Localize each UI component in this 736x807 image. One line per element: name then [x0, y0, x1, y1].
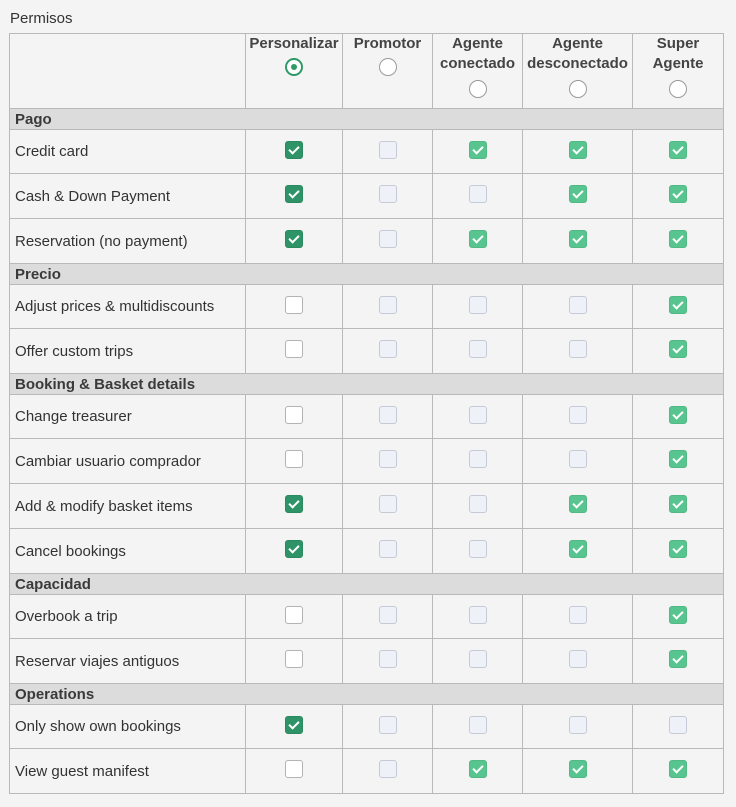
- permission-cell: [523, 595, 633, 639]
- permission-checkbox: [379, 495, 397, 513]
- permission-row: [10, 484, 724, 529]
- permission-cell: [523, 529, 633, 574]
- permission-cell: [523, 174, 633, 219]
- permission-checkbox[interactable]: [285, 296, 303, 314]
- permission-cell: [343, 219, 433, 264]
- permission-cell: [343, 439, 433, 484]
- permission-cell: [633, 705, 724, 749]
- permission-cell: [433, 595, 523, 639]
- permission-checkbox: [379, 230, 397, 248]
- role-column-header: [343, 34, 433, 109]
- permission-cell: [246, 749, 343, 794]
- permission-cell: [246, 639, 343, 684]
- permission-cell: [246, 130, 343, 174]
- role-radio-button[interactable]: [569, 80, 587, 98]
- permission-checkbox[interactable]: [285, 450, 303, 468]
- section-header-row: [10, 109, 724, 130]
- permission-checkbox[interactable]: [285, 540, 303, 558]
- permission-checkbox: [569, 606, 587, 624]
- permission-checkbox[interactable]: [285, 760, 303, 778]
- permission-cell: [246, 329, 343, 374]
- permission-cell: [343, 529, 433, 574]
- permission-cell: [433, 749, 523, 794]
- permission-checkbox: [469, 650, 487, 668]
- permission-cell: [433, 174, 523, 219]
- permission-row: [10, 705, 724, 749]
- permission-row: [10, 529, 724, 574]
- permission-row: [10, 219, 724, 264]
- role-column-header: [523, 34, 633, 109]
- permission-cell: [633, 595, 724, 639]
- permission-cell: [523, 329, 633, 374]
- permission-label: Reservar viajes antiguos: [10, 639, 246, 684]
- permission-row: [10, 595, 724, 639]
- permission-cell: [246, 285, 343, 329]
- permission-checkbox: [379, 760, 397, 778]
- page-title: Permisos: [10, 10, 73, 27]
- role-column-header: [633, 34, 724, 109]
- permission-cell: [246, 595, 343, 639]
- role-header-row: [10, 34, 724, 109]
- permission-checkbox: [469, 606, 487, 624]
- permission-cell: [433, 484, 523, 529]
- permission-cell: [633, 285, 724, 329]
- permission-checkbox: [379, 450, 397, 468]
- permission-checkbox: [669, 230, 687, 248]
- permission-cell: [633, 130, 724, 174]
- permission-checkbox[interactable]: [285, 185, 303, 203]
- permission-cell: [633, 329, 724, 374]
- permission-checkbox: [469, 540, 487, 558]
- permission-cell: [343, 639, 433, 684]
- permission-cell: [433, 439, 523, 484]
- role-column-header: [433, 34, 523, 109]
- permission-cell: [633, 439, 724, 484]
- permission-label: Cambiar usuario comprador: [10, 439, 246, 484]
- permission-row: [10, 395, 724, 439]
- permission-label: Only show own bookings: [10, 705, 246, 749]
- permission-checkbox: [469, 495, 487, 513]
- section-title: Booking & Basket details: [10, 374, 724, 395]
- role-radio-button[interactable]: [285, 58, 303, 76]
- permission-label: Add & modify basket items: [10, 484, 246, 529]
- permission-checkbox: [469, 340, 487, 358]
- permission-checkbox: [379, 540, 397, 558]
- role-label: Agente desconectado: [527, 35, 628, 72]
- section-title: Pago: [10, 109, 724, 130]
- permission-checkbox: [469, 230, 487, 248]
- role-label: Super Agente: [652, 35, 704, 72]
- permissions-table: [9, 33, 724, 794]
- permission-checkbox: [379, 185, 397, 203]
- permission-row: [10, 439, 724, 484]
- section-header-row: [10, 264, 724, 285]
- permission-cell: [633, 174, 724, 219]
- permission-row: [10, 130, 724, 174]
- permission-checkbox: [569, 406, 587, 424]
- section-title: Operations: [10, 684, 724, 705]
- permission-checkbox: [379, 340, 397, 358]
- permission-cell: [523, 749, 633, 794]
- permission-cell: [343, 749, 433, 794]
- permission-label: View guest manifest: [10, 749, 246, 794]
- role-radio-button[interactable]: [469, 80, 487, 98]
- permission-cell: [633, 639, 724, 684]
- permission-checkbox: [569, 760, 587, 778]
- permission-cell: [433, 529, 523, 574]
- permission-checkbox: [669, 716, 687, 734]
- permission-checkbox: [569, 230, 587, 248]
- permission-row: [10, 639, 724, 684]
- permission-checkbox: [669, 185, 687, 203]
- permission-cell: [433, 639, 523, 684]
- permission-cell: [523, 439, 633, 484]
- permission-cell: [343, 329, 433, 374]
- permission-row: [10, 174, 724, 219]
- permission-checkbox: [379, 296, 397, 314]
- permission-cell: [633, 529, 724, 574]
- section-header-row: [10, 574, 724, 595]
- permission-checkbox[interactable]: [285, 606, 303, 624]
- permission-label: Change treasurer: [10, 395, 246, 439]
- permission-checkbox[interactable]: [285, 650, 303, 668]
- permission-checkbox[interactable]: [285, 230, 303, 248]
- permission-label: Cash & Down Payment: [10, 174, 246, 219]
- role-radio-button[interactable]: [669, 80, 687, 98]
- permission-checkbox: [569, 296, 587, 314]
- permission-cell: [433, 285, 523, 329]
- permission-checkbox: [569, 141, 587, 159]
- permission-checkbox: [469, 450, 487, 468]
- permission-cell: [343, 285, 433, 329]
- permission-cell: [246, 705, 343, 749]
- permission-cell: [246, 529, 343, 574]
- permission-checkbox: [569, 340, 587, 358]
- permission-checkbox: [469, 760, 487, 778]
- permission-cell: [433, 219, 523, 264]
- permission-cell: [523, 639, 633, 684]
- permission-cell: [246, 395, 343, 439]
- permission-label: Reservation (no payment): [10, 219, 246, 264]
- permission-checkbox: [669, 296, 687, 314]
- permission-checkbox: [569, 540, 587, 558]
- permission-checkbox[interactable]: [285, 340, 303, 358]
- permission-cell: [433, 130, 523, 174]
- permission-cell: [523, 484, 633, 529]
- role-column-header: [246, 34, 343, 109]
- permission-cell: [343, 174, 433, 219]
- permission-checkbox: [379, 141, 397, 159]
- permission-checkbox: [669, 495, 687, 513]
- permission-checkbox: [669, 141, 687, 159]
- permission-checkbox: [379, 606, 397, 624]
- permission-checkbox[interactable]: [285, 141, 303, 159]
- permission-row: [10, 329, 724, 374]
- permission-checkbox: [569, 716, 587, 734]
- permission-checkbox: [669, 760, 687, 778]
- permission-checkbox: [469, 141, 487, 159]
- permission-cell: [246, 174, 343, 219]
- permission-checkbox: [669, 606, 687, 624]
- permission-checkbox[interactable]: [285, 495, 303, 513]
- permission-label: Adjust prices & multidiscounts: [10, 285, 246, 329]
- permission-checkbox[interactable]: [285, 406, 303, 424]
- permission-row: [10, 749, 724, 794]
- permission-cell: [343, 130, 433, 174]
- section-header-row: [10, 374, 724, 395]
- permission-checkbox: [669, 340, 687, 358]
- header-corner: [10, 34, 246, 109]
- permission-cell: [246, 439, 343, 484]
- section-title: Precio: [10, 264, 724, 285]
- permission-label: Overbook a trip: [10, 595, 246, 639]
- permission-cell: [633, 484, 724, 529]
- permission-cell: [343, 595, 433, 639]
- permission-cell: [633, 749, 724, 794]
- permission-cell: [433, 705, 523, 749]
- permission-cell: [246, 484, 343, 529]
- permission-checkbox: [569, 650, 587, 668]
- permission-checkbox: [379, 650, 397, 668]
- permission-checkbox: [669, 540, 687, 558]
- permission-cell: [523, 219, 633, 264]
- permission-checkbox: [569, 450, 587, 468]
- permission-checkbox: [669, 650, 687, 668]
- permission-checkbox: [569, 495, 587, 513]
- permission-checkbox: [569, 185, 587, 203]
- permission-checkbox: [379, 716, 397, 734]
- permission-cell: [343, 395, 433, 439]
- permission-cell: [523, 395, 633, 439]
- permission-label: Cancel bookings: [10, 529, 246, 574]
- permission-label: Credit card: [10, 130, 246, 174]
- permission-checkbox[interactable]: [285, 716, 303, 734]
- role-label: Promotor: [353, 35, 422, 52]
- permission-cell: [633, 219, 724, 264]
- permissions-body: [10, 109, 724, 794]
- permission-cell: [523, 130, 633, 174]
- role-label: Personalizar: [249, 35, 339, 52]
- permission-checkbox: [379, 406, 397, 424]
- permission-cell: [633, 395, 724, 439]
- permission-cell: [246, 219, 343, 264]
- section-title: Capacidad: [10, 574, 724, 595]
- permission-label: Offer custom trips: [10, 329, 246, 374]
- permission-checkbox: [669, 406, 687, 424]
- permission-checkbox: [469, 716, 487, 734]
- role-label: Agente conectado: [439, 35, 515, 72]
- permission-checkbox: [469, 185, 487, 203]
- permission-cell: [523, 705, 633, 749]
- permission-cell: [433, 395, 523, 439]
- permission-checkbox: [669, 450, 687, 468]
- permission-cell: [433, 329, 523, 374]
- permission-cell: [343, 484, 433, 529]
- permission-checkbox: [469, 296, 487, 314]
- permission-row: [10, 285, 724, 329]
- section-header-row: [10, 684, 724, 705]
- role-radio-button[interactable]: [379, 58, 397, 76]
- permission-checkbox: [469, 406, 487, 424]
- permission-cell: [523, 285, 633, 329]
- permission-cell: [343, 705, 433, 749]
